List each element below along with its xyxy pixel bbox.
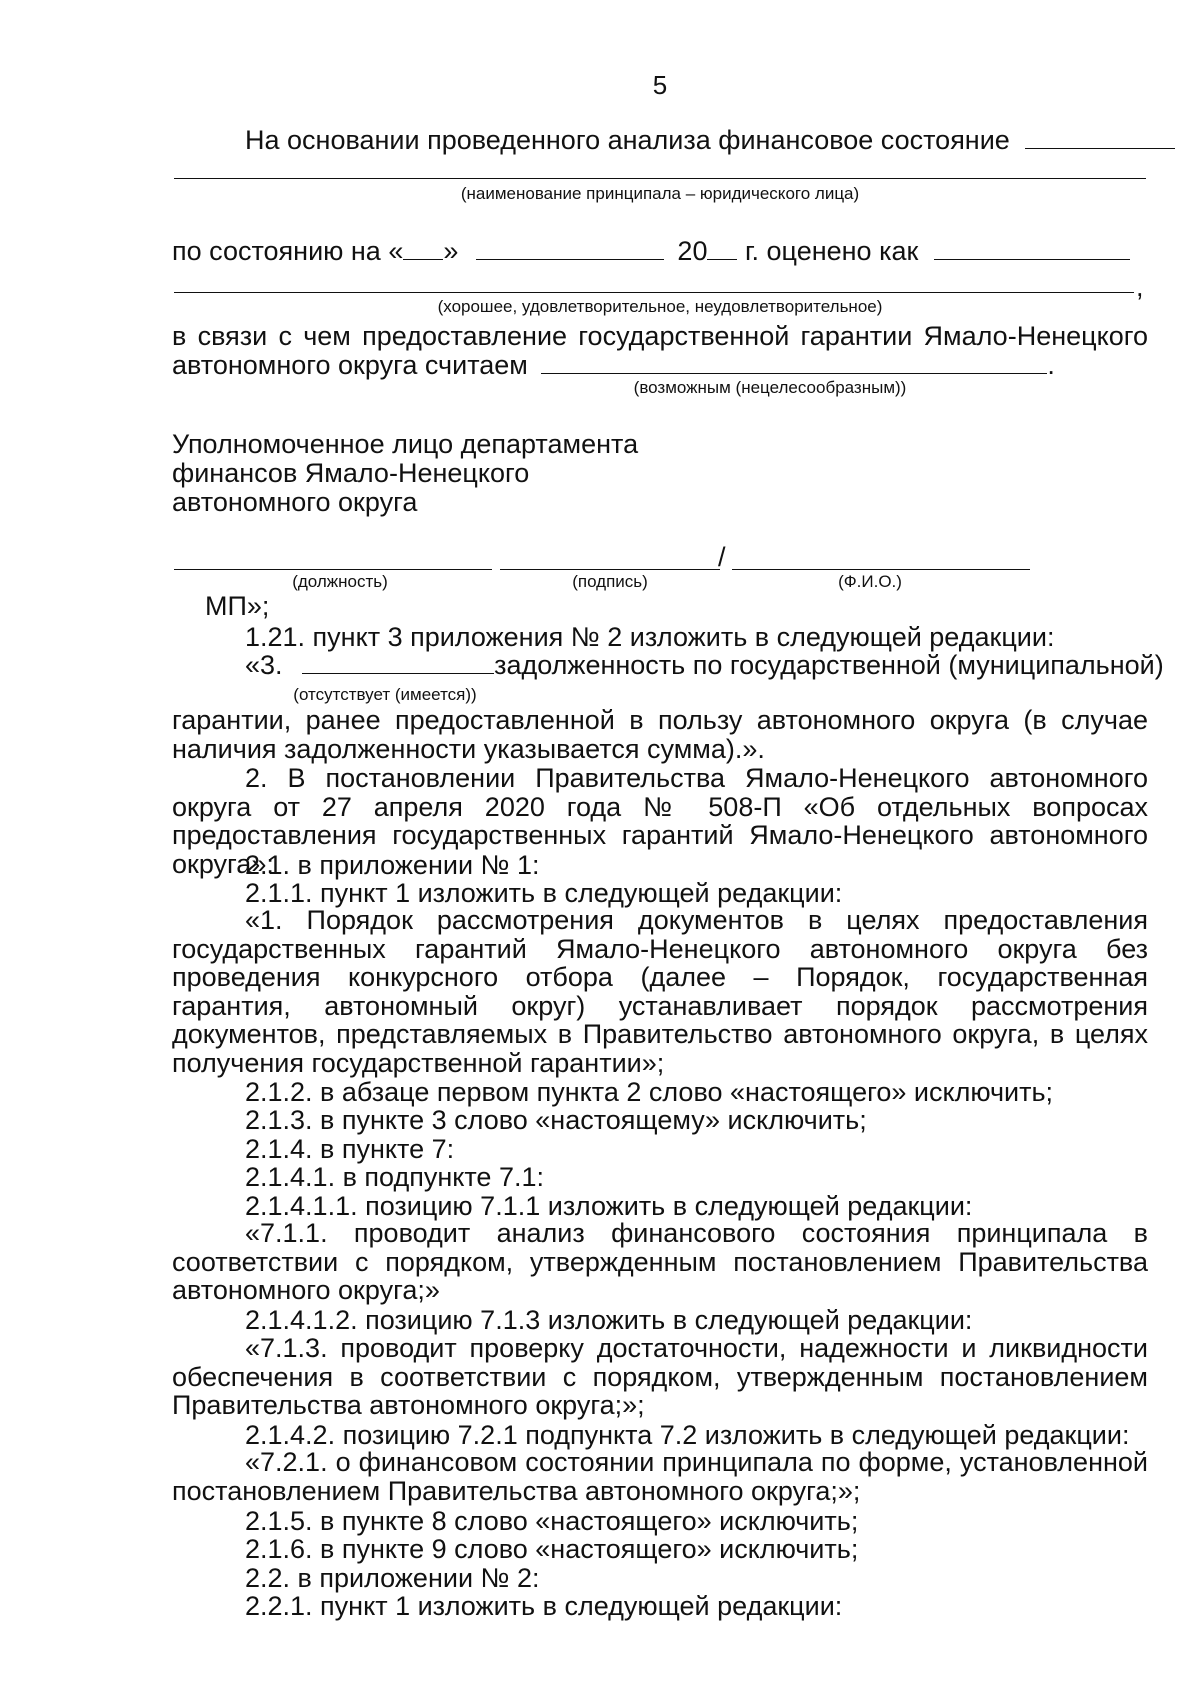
underline-position bbox=[174, 569, 492, 570]
official-line-3: автономного округа bbox=[172, 487, 418, 517]
caption-name: (Ф.И.О.) bbox=[838, 572, 902, 591]
slash: / bbox=[718, 542, 726, 572]
para-2-1-4-2: 2.1.4.2. позицию 7.2.1 подпункта 7.2 изложить в следующей редакции: bbox=[245, 1420, 1130, 1450]
para-2-1-5: 2.1.5. в пункте 8 слово «настоящего» исключить; bbox=[245, 1506, 859, 1536]
para-3-line bbox=[245, 650, 1164, 680]
form-line-3: в связи с чем предоставление государственной гарантии Ямало-Ненецкого bbox=[172, 321, 1148, 351]
form-line-2 bbox=[172, 236, 1130, 266]
blank-financial-state bbox=[1025, 126, 1175, 149]
caption-possible: (возможным (нецелесообразным)) bbox=[633, 378, 907, 397]
para-2-1-3: 2.1.3. в пункте 3 слово «настоящему» исключить; bbox=[245, 1105, 867, 1135]
comma: , bbox=[1136, 272, 1144, 302]
para-7-1-1: «7.1.1. проводит анализ финансового состояния принципала в соответствии с порядком, утвержденным постановлением Правительства автономного округа;» bbox=[172, 1218, 1148, 1305]
para-2-1-4-1-1: 2.1.4.1.1. позицию 7.1.1 изложить в следующей редакции: bbox=[245, 1191, 973, 1221]
para-2: 2. В постановлении Правительства Ямало-Ненецкого автономного округа от 27 апреля 2020 года № 508-П «Об отдельных вопросах предоставления государственных гарантий Ямало-Ненецкого автономного округа»: bbox=[172, 763, 1148, 879]
underline-name bbox=[732, 569, 1030, 570]
blank-possible bbox=[541, 351, 1047, 374]
form-line-1-text: На основании проведенного анализа финансовое состояние bbox=[245, 125, 1010, 155]
mp-stamp-label: МП»; bbox=[205, 591, 270, 621]
blank-day bbox=[403, 237, 443, 260]
para-2-1-4-1: 2.1.4.1. в подпункте 7.1: bbox=[245, 1162, 544, 1192]
caption-signature: (подпись) bbox=[572, 572, 648, 591]
caption-principal: (наименование принципала – юридического лица) bbox=[460, 184, 860, 203]
para-2-1-4-1-2: 2.1.4.1.2. позицию 7.1.3 изложить в следующей редакции: bbox=[245, 1305, 973, 1335]
underline-principal bbox=[174, 178, 1146, 179]
para-1-quote: «1. Порядок рассмотрения документов в целях предоставления государственных гарантий Ямало-Ненецкого автономного округа без проведения конкурсного отбора (далее – Порядок, государственная гарантия, автономный округ) устанавливает порядок рассмотрения документов, представляемых в Правительство автономного округа, в целях получения государственной гарантии»; bbox=[172, 905, 1148, 1078]
para-2-1-4: 2.1.4. в пункте 7: bbox=[245, 1134, 455, 1164]
underline-rating bbox=[174, 292, 1134, 293]
para-2-1-2: 2.1.2. в абзаце первом пункта 2 слово «настоящего» исключить; bbox=[245, 1077, 1054, 1107]
page-number: 5 bbox=[652, 70, 668, 100]
para-2-2: 2.2. в приложении № 2: bbox=[245, 1563, 540, 1593]
form-line-4 bbox=[172, 350, 1055, 380]
para-2-1-6: 2.1.6. в пункте 9 слово «настоящего» исключить; bbox=[245, 1534, 859, 1564]
caption-position: (должность) bbox=[292, 572, 388, 591]
blank-rating bbox=[934, 237, 1130, 260]
date-quote-close: » bbox=[443, 236, 459, 266]
para-2-2-1: 2.2.1. пункт 1 изложить в следующей редакции: bbox=[245, 1591, 843, 1621]
blank-month bbox=[476, 237, 664, 260]
blank-absent bbox=[302, 651, 494, 674]
para-3-text: задолженность по государственной (муниципальной) bbox=[494, 650, 1164, 680]
official-line-2: финансов Ямало-Ненецкого bbox=[172, 458, 530, 488]
year-prefix: 20 bbox=[677, 236, 708, 266]
form-line-4-text: автономного округа считаем bbox=[172, 350, 528, 380]
para-7-2-1: «7.2.1. о финансовом состоянии принципала по форме, установленной постановлением Правительства автономного округа;»; bbox=[172, 1447, 1148, 1506]
para-7-1-3: «7.1.3. проводит проверку достаточности, надежности и ликвидности обеспечения в соответствии с порядком, утвержденным постановлением Правительства автономного округа;»; bbox=[172, 1333, 1148, 1420]
underline-signature bbox=[500, 569, 720, 570]
para-3-number: «3. bbox=[245, 650, 283, 680]
official-line-1: Уполномоченное лицо департамента bbox=[172, 429, 639, 459]
caption-absent: (отсутствует (имеется)) bbox=[293, 685, 477, 704]
blank-year bbox=[707, 237, 737, 260]
rated-as: г. оценено как bbox=[737, 236, 919, 266]
para-2-1-1: 2.1.1. пункт 1 изложить в следующей редакции: bbox=[245, 878, 843, 908]
form-line-4-end: . bbox=[1047, 350, 1055, 380]
form-line-1 bbox=[245, 125, 1175, 155]
para-1-21: 1.21. пункт 3 приложения № 2 изложить в следующей редакции: bbox=[245, 622, 1055, 652]
para-3-continuation: гарантии, ранее предоставленной в пользу автономного округа (в случае наличия задолженности указывается сумма).». bbox=[172, 705, 1148, 764]
caption-rating: (хорошее, удовлетворительное, неудовлетворительное) bbox=[437, 297, 883, 316]
date-prefix: по состоянию на « bbox=[172, 236, 404, 266]
para-2-1: 2.1. в приложении № 1: bbox=[245, 850, 540, 880]
